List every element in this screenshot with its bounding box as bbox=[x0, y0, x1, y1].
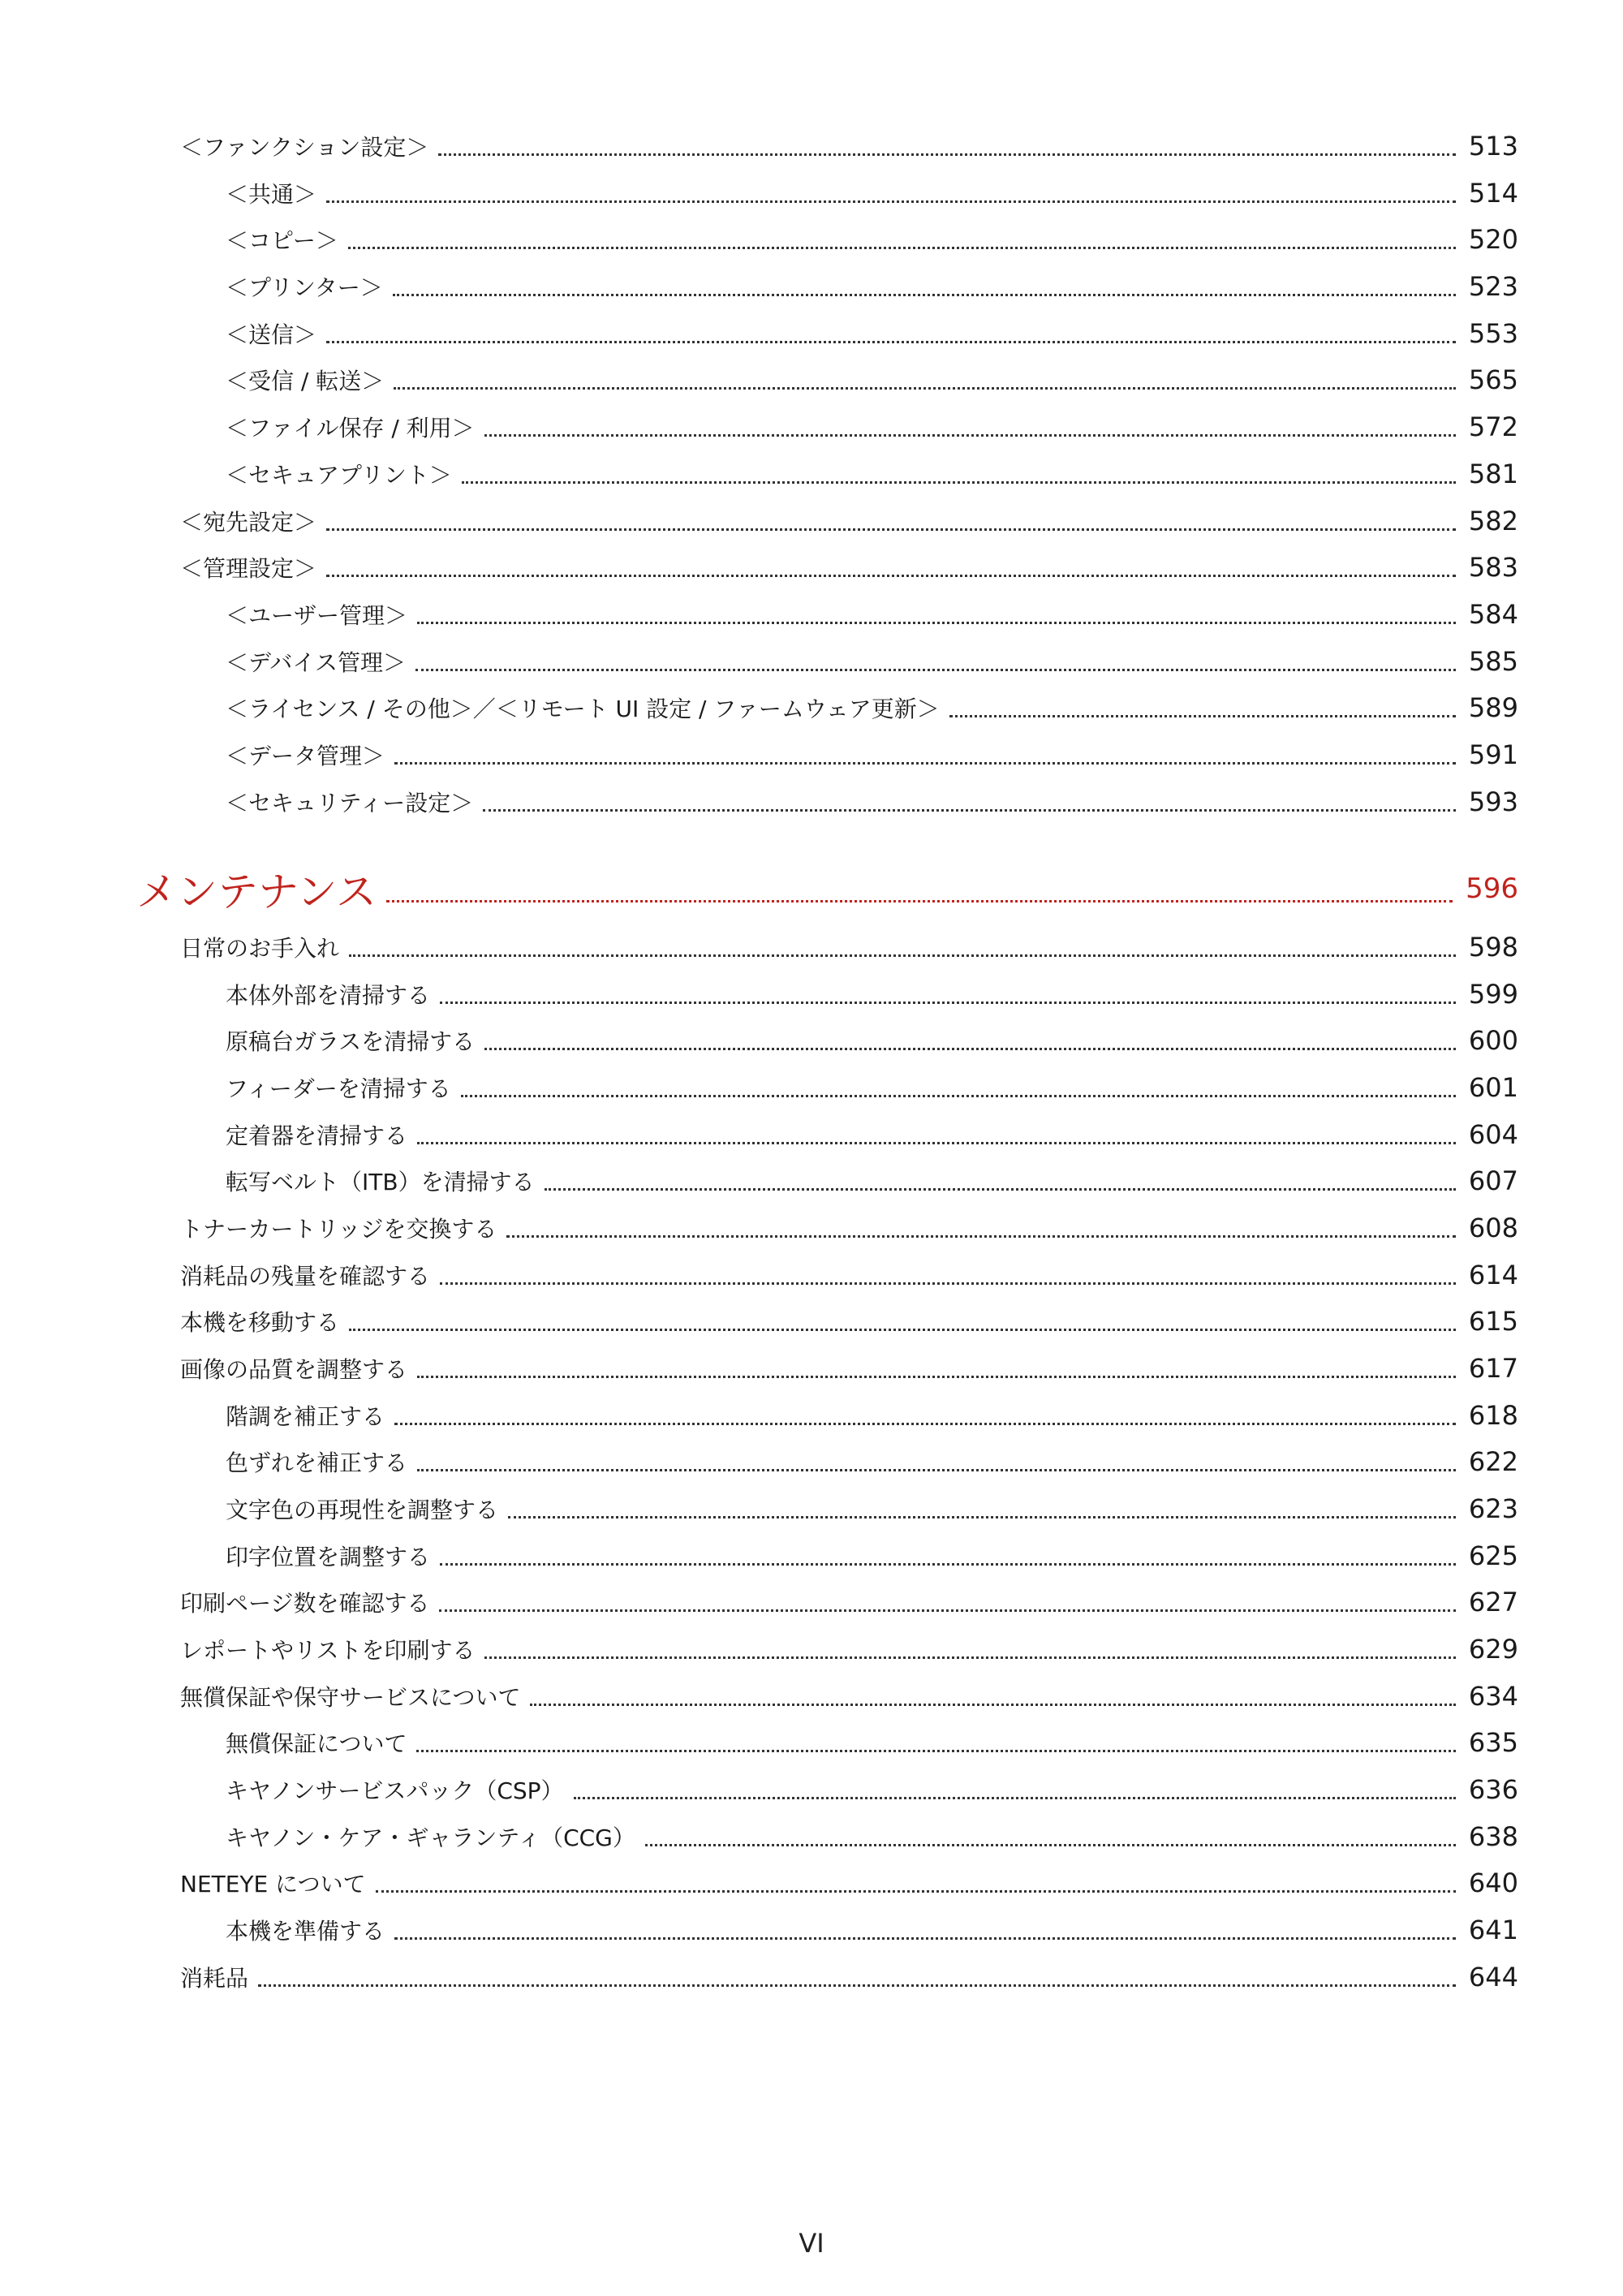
dot-leader bbox=[326, 528, 1456, 531]
toc-entry-page: 615 bbox=[1468, 1306, 1518, 1337]
toc-entry-label: ＜デバイス管理＞ bbox=[226, 649, 407, 676]
toc-entry-label: ＜ファイル保存 / 利用＞ bbox=[226, 415, 475, 442]
toc-entry-page: 617 bbox=[1468, 1353, 1518, 1384]
dot-leader bbox=[394, 1937, 1456, 1940]
toc-chapter-heading[interactable] bbox=[136, 862, 1518, 915]
toc-entry[interactable] bbox=[180, 926, 1518, 968]
toc-entry[interactable] bbox=[226, 640, 1518, 683]
dot-leader bbox=[484, 1048, 1456, 1050]
dot-leader bbox=[348, 247, 1456, 249]
toc-entry[interactable] bbox=[226, 406, 1518, 448]
toc-entry[interactable] bbox=[226, 1019, 1518, 1062]
toc-entry-page: 601 bbox=[1468, 1072, 1518, 1103]
toc-entry-label: ＜ユーザー管理＞ bbox=[226, 602, 408, 629]
toc-entry-page: 584 bbox=[1468, 599, 1518, 630]
toc-entry[interactable] bbox=[180, 125, 1518, 167]
dot-leader bbox=[508, 1516, 1456, 1518]
toc-entry-page: 591 bbox=[1468, 739, 1518, 770]
toc-entry-label: キヤノン・ケア・ギャランティ（CCG） bbox=[226, 1824, 635, 1851]
toc-entry-label: ＜プリンター＞ bbox=[226, 274, 383, 301]
toc-entry-label: キヤノンサービスパック（CSP） bbox=[226, 1777, 564, 1804]
toc-entry-page: 513 bbox=[1468, 131, 1518, 162]
toc-entry-label: レポートやリストを印刷する bbox=[180, 1637, 476, 1664]
dot-leader bbox=[949, 715, 1456, 717]
toc-entry-page: 623 bbox=[1468, 1493, 1518, 1524]
toc-entry-page: 572 bbox=[1468, 411, 1518, 442]
dot-leader bbox=[416, 1750, 1455, 1752]
toc-entry-label: ＜コピー＞ bbox=[226, 227, 338, 254]
toc-entry[interactable] bbox=[226, 687, 1518, 729]
dot-leader bbox=[415, 669, 1456, 671]
toc-entry-page: 599 bbox=[1468, 979, 1518, 1010]
toc-entry-page: 618 bbox=[1468, 1400, 1518, 1431]
toc-entry-page: 634 bbox=[1468, 1681, 1518, 1712]
toc-entry[interactable] bbox=[226, 1114, 1518, 1156]
toc-entry-page: 638 bbox=[1468, 1821, 1518, 1852]
toc-entry[interactable] bbox=[226, 1066, 1518, 1109]
dot-leader bbox=[258, 1984, 1456, 1987]
toc-entry-page: 514 bbox=[1468, 178, 1518, 209]
toc-entry-page: 641 bbox=[1468, 1915, 1518, 1945]
dot-leader bbox=[417, 1469, 1456, 1471]
toc-entry-label: ＜共通＞ bbox=[226, 181, 317, 208]
toc-entry-page: 583 bbox=[1468, 552, 1518, 583]
toc-entry[interactable] bbox=[226, 1394, 1518, 1437]
toc-entry[interactable] bbox=[226, 218, 1518, 261]
dot-leader bbox=[530, 1704, 1455, 1706]
toc-entry-label: 定着器を清掃する bbox=[226, 1122, 408, 1149]
toc-entry[interactable] bbox=[226, 1441, 1518, 1483]
toc-entry[interactable] bbox=[226, 781, 1518, 823]
dot-leader bbox=[483, 809, 1456, 812]
toc-entry-page: 582 bbox=[1468, 506, 1518, 536]
toc-entry-label: 無償保証や保守サービスについて bbox=[180, 1684, 521, 1711]
dot-leader bbox=[394, 387, 1456, 390]
dot-leader bbox=[438, 153, 1456, 156]
toc-entry-page: 523 bbox=[1468, 271, 1518, 302]
toc-entry-page: 635 bbox=[1468, 1727, 1518, 1758]
toc-entry-page: 581 bbox=[1468, 459, 1518, 489]
toc-entry-label: 無償保証について bbox=[226, 1730, 407, 1757]
toc-entry-label: フィーダーを清掃する bbox=[226, 1075, 451, 1102]
toc-entry[interactable] bbox=[226, 453, 1518, 495]
toc-entry[interactable] bbox=[226, 172, 1518, 214]
toc-entry[interactable] bbox=[226, 1535, 1518, 1577]
dot-leader bbox=[349, 954, 1456, 957]
toc-entry[interactable] bbox=[226, 734, 1518, 776]
dot-leader bbox=[484, 1656, 1455, 1659]
toc-entry-label: 本機を準備する bbox=[226, 1918, 385, 1945]
toc-entry-label: トナーカートリッジを交換する bbox=[180, 1216, 497, 1243]
chapter-page: 596 bbox=[1466, 872, 1518, 905]
toc-entry-page: 640 bbox=[1468, 1867, 1518, 1898]
toc-entry[interactable] bbox=[180, 1675, 1518, 1717]
dot-leader bbox=[484, 434, 1456, 437]
dot-leader bbox=[461, 1095, 1456, 1097]
toc-entry[interactable] bbox=[226, 1768, 1518, 1811]
toc-entry[interactable] bbox=[180, 1347, 1518, 1389]
dot-leader bbox=[417, 1142, 1456, 1144]
dot-leader bbox=[417, 1376, 1456, 1378]
toc-entry-label: 消耗品の残量を確認する bbox=[180, 1263, 431, 1290]
dot-leader bbox=[394, 1423, 1456, 1425]
toc-entry-label: ＜ライセンス / その他＞／＜リモート UI 設定 / ファームウェア更新＞ bbox=[226, 696, 940, 722]
toc-entry-label: NETEYE について bbox=[180, 1871, 366, 1898]
page-number-footer: VI bbox=[799, 2228, 824, 2259]
toc-entry-label: 消耗品 bbox=[180, 1965, 249, 1992]
dot-leader bbox=[462, 481, 1456, 484]
toc-entry[interactable] bbox=[226, 359, 1518, 401]
toc-entry[interactable] bbox=[226, 1816, 1518, 1858]
toc-entry[interactable] bbox=[180, 1254, 1518, 1296]
toc-entry[interactable] bbox=[180, 1207, 1518, 1249]
toc-entry-page: 622 bbox=[1468, 1446, 1518, 1477]
toc-entry-page: 614 bbox=[1468, 1260, 1518, 1290]
dot-leader bbox=[440, 1282, 1456, 1285]
dot-leader bbox=[326, 341, 1456, 343]
toc-entry-label: 色ずれを補正する bbox=[226, 1450, 408, 1476]
toc-entry-page: 593 bbox=[1468, 786, 1518, 817]
toc-entry-label: 日常のお手入れ bbox=[180, 935, 340, 962]
toc-entry[interactable] bbox=[226, 1721, 1518, 1764]
toc-entry-label: 本機を移動する bbox=[180, 1309, 340, 1336]
toc-entry-page: 598 bbox=[1468, 932, 1518, 963]
toc-entry[interactable] bbox=[180, 1628, 1518, 1670]
toc-entry-page: 553 bbox=[1468, 318, 1518, 349]
toc-entry-label: ＜送信＞ bbox=[226, 321, 317, 348]
dot-leader bbox=[326, 200, 1456, 203]
toc-entry[interactable] bbox=[226, 1488, 1518, 1530]
toc-entry-label: 原稿台ガラスを清掃する bbox=[226, 1028, 476, 1055]
toc-entry-label: ＜セキュアプリント＞ bbox=[226, 462, 452, 489]
toc-entry-label: ＜宛先設定＞ bbox=[180, 509, 317, 536]
toc-entry-page: 608 bbox=[1468, 1213, 1518, 1243]
toc-entry-label: 印刷ページ数を確認する bbox=[180, 1590, 430, 1617]
toc-entry[interactable] bbox=[180, 1300, 1518, 1342]
toc-entry[interactable] bbox=[180, 546, 1518, 588]
dot-leader bbox=[506, 1235, 1456, 1238]
toc-entry[interactable] bbox=[226, 312, 1518, 355]
dot-leader bbox=[417, 622, 1456, 624]
toc-entry-page: 629 bbox=[1468, 1634, 1518, 1665]
toc-entry-label: ＜データ管理＞ bbox=[226, 743, 385, 769]
dot-leader bbox=[439, 1609, 1455, 1612]
toc-entry-page: 644 bbox=[1468, 1962, 1518, 1992]
toc-entry-label: ＜受信 / 転送＞ bbox=[226, 368, 385, 394]
toc-entry-label: ＜セキュリティー設定＞ bbox=[226, 790, 474, 816]
toc-entry-page: 604 bbox=[1468, 1119, 1518, 1150]
dot-leader bbox=[349, 1329, 1456, 1331]
toc-entry-page: 589 bbox=[1468, 692, 1518, 723]
toc-entry[interactable] bbox=[226, 973, 1518, 1015]
toc-entry-page: 636 bbox=[1468, 1774, 1518, 1805]
dot-leader bbox=[386, 900, 1453, 902]
toc-entry-page: 565 bbox=[1468, 364, 1518, 395]
toc-entry[interactable] bbox=[226, 1160, 1518, 1202]
chapter-title: メンテナンス bbox=[136, 868, 377, 915]
toc-entry-label: 本体外部を清掃する bbox=[226, 982, 431, 1009]
dot-leader bbox=[393, 294, 1456, 296]
toc-entry-label: ＜ファンクション設定＞ bbox=[180, 134, 429, 161]
toc-entry[interactable] bbox=[180, 1862, 1518, 1904]
dot-leader bbox=[545, 1188, 1456, 1191]
toc-entry-label: 文字色の再現性を調整する bbox=[226, 1497, 499, 1523]
toc-entry-label: ＜管理設定＞ bbox=[180, 555, 317, 582]
toc-entry[interactable] bbox=[180, 500, 1518, 542]
toc-entry-label: 階調を補正する bbox=[226, 1403, 385, 1430]
toc-entry[interactable] bbox=[226, 265, 1518, 308]
toc-entry-page: 627 bbox=[1468, 1587, 1518, 1618]
toc-entry[interactable] bbox=[180, 1581, 1518, 1623]
toc-entry-label: 画像の品質を調整する bbox=[180, 1356, 408, 1383]
toc-entry-label: 転写ベルト（ITB）を清掃する bbox=[226, 1169, 535, 1195]
toc-entry-page: 520 bbox=[1468, 224, 1518, 255]
toc-entry-page: 607 bbox=[1468, 1165, 1518, 1196]
dot-leader bbox=[440, 1002, 1456, 1004]
dot-leader bbox=[394, 762, 1456, 765]
dot-leader bbox=[376, 1890, 1456, 1893]
toc-entry[interactable] bbox=[226, 593, 1518, 635]
toc-entry-page: 600 bbox=[1468, 1025, 1518, 1056]
dot-leader bbox=[326, 575, 1456, 577]
toc-entry-label: 印字位置を調整する bbox=[226, 1544, 431, 1570]
dot-leader bbox=[440, 1563, 1456, 1566]
dot-leader bbox=[645, 1844, 1456, 1846]
dot-leader bbox=[574, 1797, 1456, 1799]
toc-entry-page: 585 bbox=[1468, 646, 1518, 677]
toc-entry[interactable] bbox=[180, 1956, 1518, 1998]
toc-entry-page: 625 bbox=[1468, 1540, 1518, 1571]
toc-entry[interactable] bbox=[226, 1909, 1518, 1951]
